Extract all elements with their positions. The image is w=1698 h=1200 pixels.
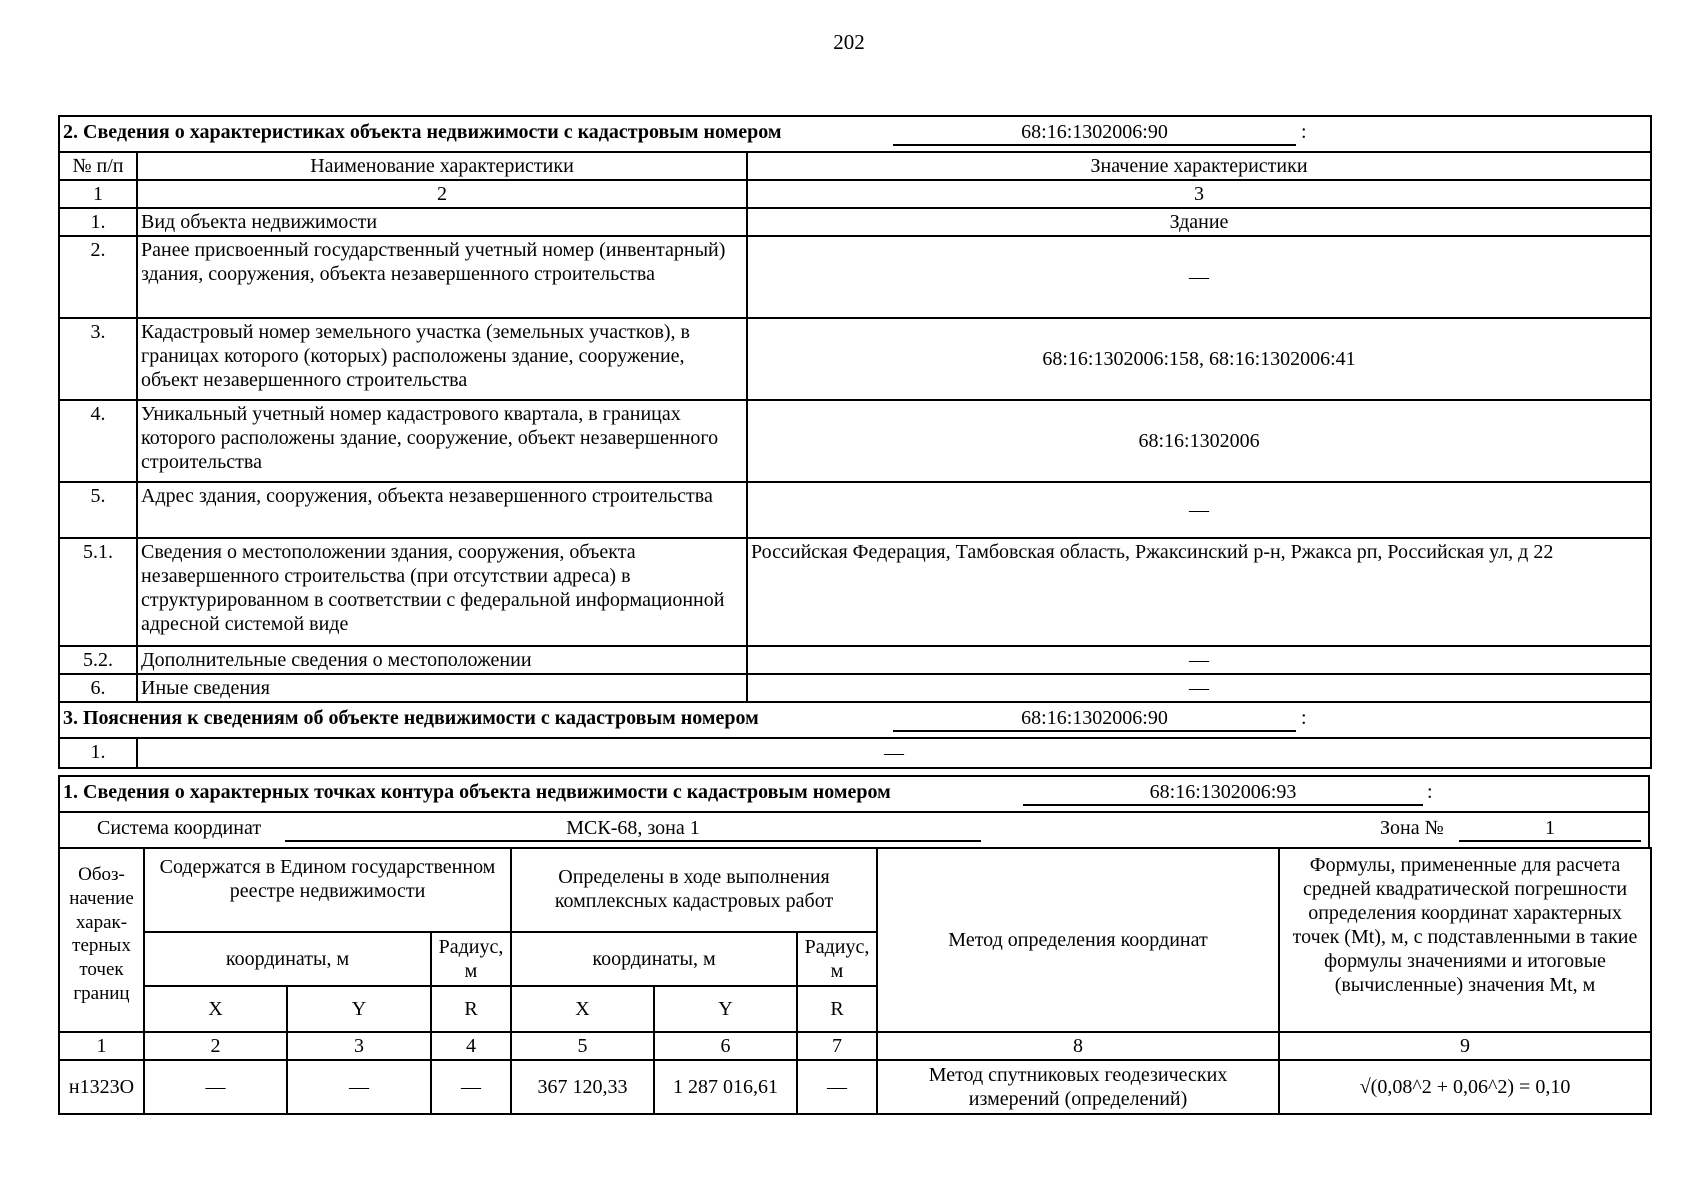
table-row [59,538,1651,646]
header-egrn-x: X [144,986,287,1032]
row-num: 4. [59,400,137,482]
page-number: 202 [833,30,865,54]
table-row [59,646,1651,674]
row-value: Здание [747,208,1651,236]
row-num: 3. [59,318,137,400]
header-name: Наименование характеристики [137,152,747,180]
zone-label: Зона № [1380,817,1444,839]
section3-title: 3. Пояснения к сведениям об объекте недвижимости с кадастровым номером [63,707,759,729]
header-egrn-r: R [431,986,511,1032]
points-table [58,847,1652,1115]
header-method: Метод определения координат [877,848,1279,1032]
table-row [59,236,1651,318]
col-number: 1 [59,180,137,208]
row-num: 6. [59,674,137,702]
col-number: 8 [877,1032,1279,1060]
row-name: Сведения о местоположении здания, сооружения, объекта незавершенного строительства (при отсутствии адреса) в структурированном в соответствии с федеральной информационной адресной системой виде [137,538,747,646]
table-row [59,482,1651,538]
row-value: — [747,674,1651,702]
row-name: Уникальный учетный номер кадастрового квартала, в границах которого расположены здание, сооружение, объект незавершенного строительства [137,400,747,482]
section1-header [59,776,1649,812]
coord-system-value: МСК-68, зона 1 [285,816,981,842]
table-row [59,1060,1651,1114]
table-row [59,318,1651,400]
row-name: Иные сведения [137,674,747,702]
row-name: Дополнительные сведения о местоположении [137,646,747,674]
header-value: Значение характеристики [747,152,1651,180]
point-r: — [797,1060,877,1114]
col-number: 2 [137,180,747,208]
point-formula: √(0,08^2 + 0,06^2) = 0,10 [1279,1060,1651,1114]
header-kkr-x: X [511,986,654,1032]
row-name: Адрес здания, сооружения, объекта незавершенного строительства [137,482,747,538]
header-num: № п/п [59,152,137,180]
points-header-table [58,775,1650,849]
point-egrn-x: — [144,1060,287,1114]
header-designation: Обоз-начение харак-терных точек границ [59,848,144,1032]
row-name: Ранее присвоенный государственный учетный номер (инвентарный) здания, сооружения, объекта незавершенного строительства [137,236,747,318]
header-kkr-r: R [797,986,877,1032]
section2-colon: : [1301,121,1307,143]
section2-header [59,116,1651,152]
coord-system-label: Система координат [97,817,262,839]
row-value: — [747,236,1651,318]
point-designation: н1323О [59,1060,144,1114]
row-num: 1. [59,208,137,236]
section1-colon: : [1427,781,1433,803]
row-num: 2. [59,236,137,318]
point-egrn-y: — [287,1060,431,1114]
coord-system-row [59,812,1649,848]
section3-header [59,702,1651,738]
table-row [59,208,1651,236]
table-row [59,674,1651,702]
section3-cadastral-number: 68:16:1302006:90 [893,706,1296,732]
row-value: 68:16:1302006:158, 68:16:1302006:41 [747,318,1651,400]
header-kkr-coords: координаты, м [511,932,797,986]
row-name: Вид объекта недвижимости [137,208,747,236]
table-row [59,738,1651,768]
row-num: 5.1. [59,538,137,646]
row-value: — [747,646,1651,674]
row-value: — [137,738,1651,768]
col-number: 1 [59,1032,144,1060]
table-row [59,400,1651,482]
col-number: 4 [431,1032,511,1060]
col-number: 9 [1279,1032,1651,1060]
point-x: 367 120,33 [511,1060,654,1114]
section2-cadastral-number: 68:16:1302006:90 [893,120,1296,146]
point-egrn-r: — [431,1060,511,1114]
header-egrn: Содержатся в Едином государственном реестре недвижимости [144,848,511,932]
header-egrn-radius: Радиус, м [431,932,511,986]
col-number: 3 [287,1032,431,1060]
col-number: 5 [511,1032,654,1060]
row-name: Кадастровый номер земельного участка (земельных участков), в границах которого (которых) расположены здание, сооружение, объект незавершенного строительства [137,318,747,400]
header-egrn-coords: координаты, м [144,932,431,986]
point-y: 1 287 016,61 [654,1060,797,1114]
section3-colon: : [1301,707,1307,729]
row-num: 1. [59,738,137,768]
row-num: 5.2. [59,646,137,674]
characteristics-table [58,115,1652,769]
col-number: 7 [797,1032,877,1060]
row-value: — [747,482,1651,538]
section1-title: 1. Сведения о характерных точках контура объекта недвижимости с кадастровым номером [63,781,891,803]
header-kkr-radius: Радиус, м [797,932,877,986]
row-value: 68:16:1302006 [747,400,1651,482]
point-method: Метод спутниковых геодезических измерений (определений) [877,1060,1279,1114]
row-value: Российская Федерация, Тамбовская область, Ржаксинский р-н, Ржакса рп, Российская ул, д 22 [747,538,1651,646]
header-kkr: Определены в ходе выполнения комплексных кадастровых работ [511,848,877,932]
col-number: 6 [654,1032,797,1060]
row-num: 5. [59,482,137,538]
col-number: 3 [747,180,1651,208]
header-formula: Формулы, примененные для расчета средней квадратической погрешности определения координат характерных точек (Mt), м, с подставленными в такие формулы значениями и итоговые (вычисленные) значения Mt, м [1279,848,1651,1032]
section1-cadastral-number: 68:16:1302006:93 [1023,780,1423,806]
section2-title: 2. Сведения о характеристиках объекта недвижимости с кадастровым номером [63,121,782,143]
zone-value: 1 [1459,816,1641,842]
header-egrn-y: Y [287,986,431,1032]
col-number: 2 [144,1032,287,1060]
header-kkr-y: Y [654,986,797,1032]
